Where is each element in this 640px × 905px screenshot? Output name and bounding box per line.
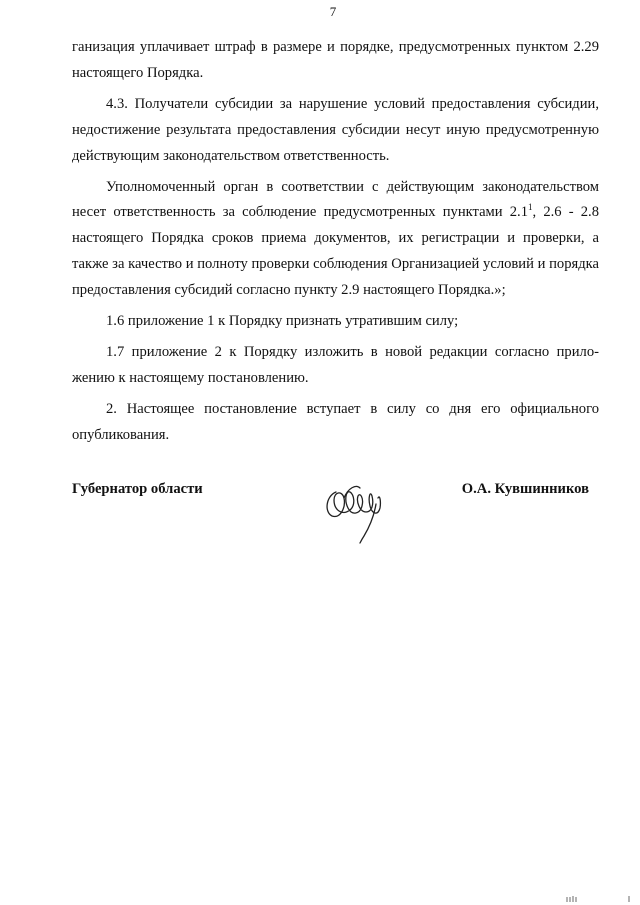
document-body	[72, 35, 599, 454]
paragraph	[72, 35, 599, 87]
superscript: 1	[528, 202, 533, 213]
signatory-title: Губернатор области	[72, 481, 203, 497]
text-run: 2. Настоящее постановление вступает в силу со дня его официального опубликования.	[72, 400, 599, 443]
paragraph	[72, 175, 599, 305]
text-run: 1.7 приложение 2 к Порядку изложить в новой редакции согласно приложению к настоящему постановлению.	[72, 343, 599, 386]
text-run: 1.6 приложение 1 к Порядку признать утратившим силу;	[106, 313, 459, 330]
page-number: 7	[329, 4, 337, 19]
signature-block	[72, 470, 599, 560]
text-run: ганизация уплачивает штраф в размере и порядке, предусмотренных пунктом 2.29 настоящего Порядка.	[72, 39, 599, 81]
handwritten-signature-icon	[320, 470, 390, 545]
text-run: , 2.6 - 2.8 настоящего Порядка сроков приема документов, их регистрации и проверки, а также за качество и полноту проверки соблюдения Организацией условий и порядка предоставления субсидий согласно пункту 2.9 настоящего Порядка.»;	[72, 204, 599, 299]
paragraph	[72, 309, 599, 335]
paragraph	[72, 397, 599, 449]
paragraph	[72, 340, 599, 392]
scan-edge-marks-icon	[565, 895, 635, 903]
paragraph	[72, 92, 599, 170]
text-run: 4.3. Получатели субсидии за нарушение условий предоставления субсидии, недостижение результата предоставления субсидии несут иную предусмотренную действующим законодательством ответственность.	[72, 95, 599, 164]
signatory-name: О.А. Кувшинников	[461, 481, 589, 497]
text-run: Уполномоченный орган в соответствии с действующим законодательством несет ответственность за соблюдение предусмотренных пунктами 2.1	[72, 178, 599, 221]
